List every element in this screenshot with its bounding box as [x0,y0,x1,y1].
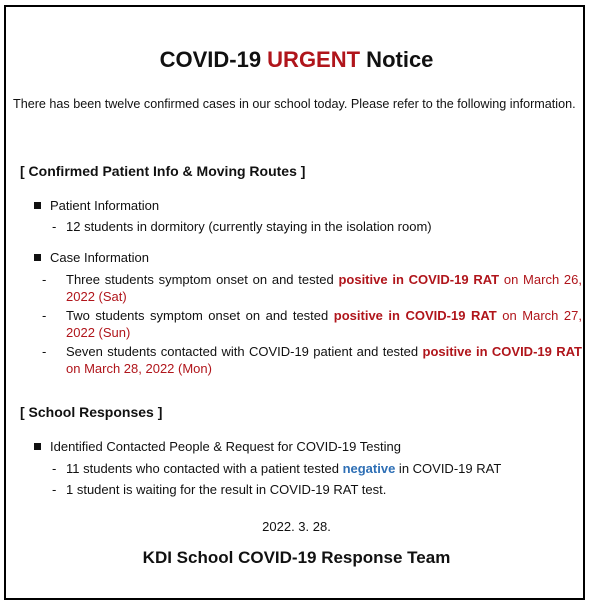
bullet-label: Identified Contacted People & Request for COVID-19 Testing [50,439,401,454]
title-urgent-word: URGENT [267,47,361,72]
notice-frame [4,5,585,600]
response-text: 11 students who contacted with a patient tested [66,461,343,476]
bullet-label: Case Information [50,250,149,265]
intro-paragraph: There has been twelve confirmed cases in our school today. Please refer to the following information. [13,97,576,111]
case-text: Three students symptom onset on and tested [66,272,339,287]
square-bullet-icon [34,202,41,209]
bullet-case-information [34,249,149,266]
list-item [52,460,572,477]
response-text: 1 student is waiting for the result in COVID-19 RAT test. [66,482,387,497]
negative-highlight: negative [342,461,396,476]
case-date: on March 28, 2022 (Mon) [66,361,212,376]
case-date: on March 26, 2022 (Sat) [66,272,582,304]
list-item [52,481,572,498]
dash-marker: - [42,344,47,359]
title-prefix: COVID-19 [159,47,268,72]
case-date: on March 27, 2022 (Sun) [66,308,582,340]
bullet-patient-information [34,197,159,214]
dash-marker: - [42,272,47,287]
title-suffix: Notice [360,47,434,72]
response-team-signature: KDI School COVID-19 Response Team [142,548,451,567]
bullet-label: Patient Information [50,198,160,213]
dash-marker: - [52,219,57,234]
positive-highlight: positive in COVID-19 RAT [338,272,500,287]
bullet-testing-request [34,438,401,455]
positive-highlight: positive in COVID-19 RAT [333,308,497,323]
notice-date: 2022. 3. 28. [262,519,331,534]
case-text: Two students symptom onset on and tested [66,308,334,323]
square-bullet-icon [34,443,41,450]
section-heading-school-responses: [ School Responses ] [20,404,163,420]
dash-marker: - [52,482,57,497]
list-item [42,271,582,305]
list-item [42,343,582,377]
square-bullet-icon [34,254,41,261]
list-item [42,307,582,341]
dash-marker: - [52,461,57,476]
list-item [52,218,572,235]
dash-marker: - [42,308,47,323]
list-item-text: 12 students in dormitory (currently staying in the isolation room) [66,219,432,234]
positive-highlight: positive in COVID-19 RAT [422,344,582,359]
case-text: Seven students contacted with COVID-19 patient and tested [66,344,423,359]
section-heading-confirmed-info: [ Confirmed Patient Info & Moving Routes ] [20,163,306,179]
response-text-end: in COVID-19 RAT [395,461,502,476]
page-title [6,46,587,74]
